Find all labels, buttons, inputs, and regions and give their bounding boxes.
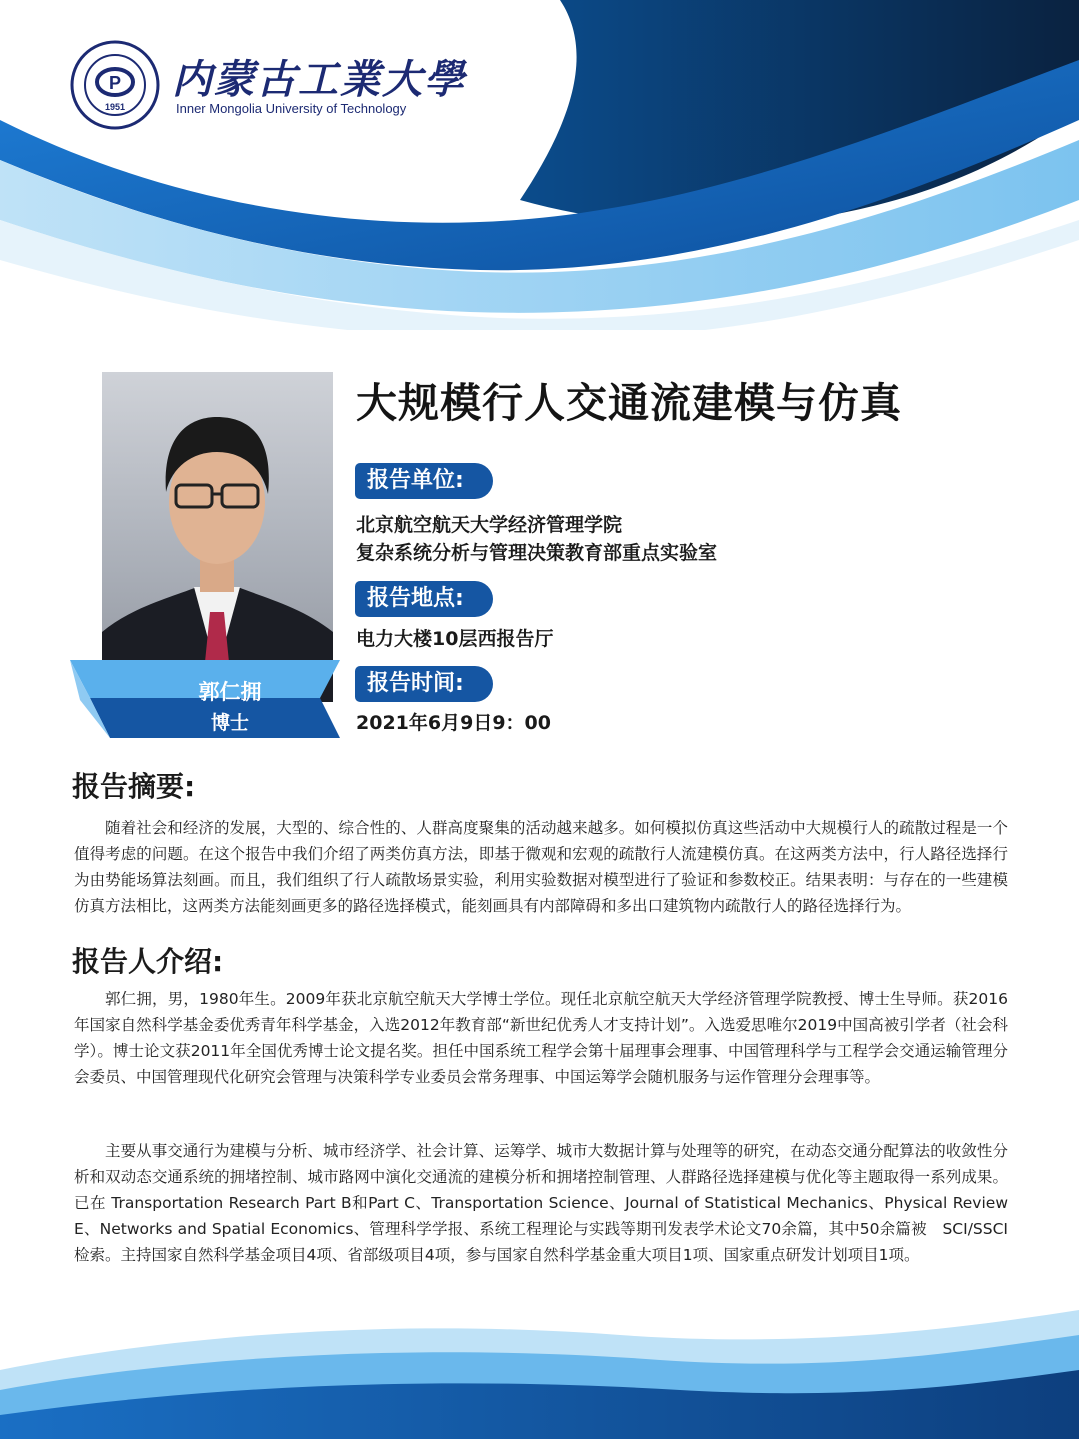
speaker-photo <box>102 372 333 702</box>
report-unit-line-2: 复杂系统分析与管理决策教育部重点实验室 <box>356 542 718 564</box>
abstract-text: 随着社会和经济的发展，大型的、综合性的、人群高度聚集的活动越来越多。如何模拟仿真这些活动中大规模行人的疏散过程是一个值得考虑的问题。在这个报告中我们介绍了两类仿真方法，即基于微观和宏观的疏散行人流建模仿真。在这两类方法中，行人路径选择行为由势能场算法刻画。而且，我们组织了行人疏散场景实验，利用实验数据对模型进行了验证和参数校正。结果表明：与存在的一些建模仿真方法相比，这两类方法能刻画更多的路径选择模式，能刻画具有内部障碍和多出口建筑物内疏散行人的路径选择行为。 <box>74 819 1008 915</box>
university-seal-logo <box>70 40 160 130</box>
abstract-heading: 报告摘要: <box>72 770 196 803</box>
report-unit-line-1: 北京航空航天大学经济管理学院 <box>356 514 623 536</box>
university-name-chinese: 内蒙古工業大學 <box>172 56 466 103</box>
bio-paragraph-2: 主要从事交通行为建模与分析、城市经济学、社会计算、运筹学、城市大数据计算与处理等的研究，在动态交通分配算法的收敛性分析和双动态交通系统的拥堵控制、城市路网中演化交通流的建模分析和拥堵控制管理、人群路径选择建模与优化等主题取得一系列成果。已在 Transportation Research Part B和Part C、Transportation Science、Journal of Statistical Mechanics、Physical Review E、Networks and Spatial Economics、管理科学学报、系统工程理论与实践等期刊发表学术论文70余篇，其中50余篇被 SCI/SSCI检索。主持国家自然科学基金项目4项、省部级项目4项，参与国家自然科学基金重大项目1项、国家重点研发计划项目1项。 <box>74 1142 1008 1264</box>
header-wave-decoration <box>0 0 1079 330</box>
speaker-degree: 博士 <box>210 712 249 734</box>
talk-title: 大规模行人交通流建模与仿真 <box>356 379 902 427</box>
report-unit-label: 报告单位: <box>355 463 493 499</box>
bio-paragraph-1: 郭仁拥，男，1980年生。2009年获北京航空航天大学博士学位。现任北京航空航天大学经济管理学院教授、博士生导师。获2016年国家自然科学基金委优秀青年科学基金，入选2012年教育部“新世纪优秀人才支持计划”。入选爱思唯尔2019中国高被引学者（社会科学）。博士论文获2011年全国优秀博士论文提名奖。担任中国系统工程学会第十届理事会理事、中国管理科学与工程学会交通运输管理分会委员、中国管理现代化研究会管理与决策科学专业委员会常务理事、中国运筹学会随机服务与运作管理分会理事等。 <box>74 990 1008 1086</box>
university-name-english: Inner Mongolia University of Technology <box>176 101 407 116</box>
bio-heading: 报告人介绍: <box>72 945 224 978</box>
report-location: 电力大楼10层西报告厅 <box>356 628 554 650</box>
footer-wave-decoration <box>0 1290 1079 1439</box>
report-time: 2021年6月9日9：00 <box>356 712 551 734</box>
seal-year: 1951 <box>104 102 126 112</box>
report-time-label: 报告时间: <box>355 666 493 702</box>
report-location-label: 报告地点: <box>355 581 493 617</box>
seal-letter: P <box>108 73 122 93</box>
speaker-name: 郭仁拥 <box>198 680 262 704</box>
